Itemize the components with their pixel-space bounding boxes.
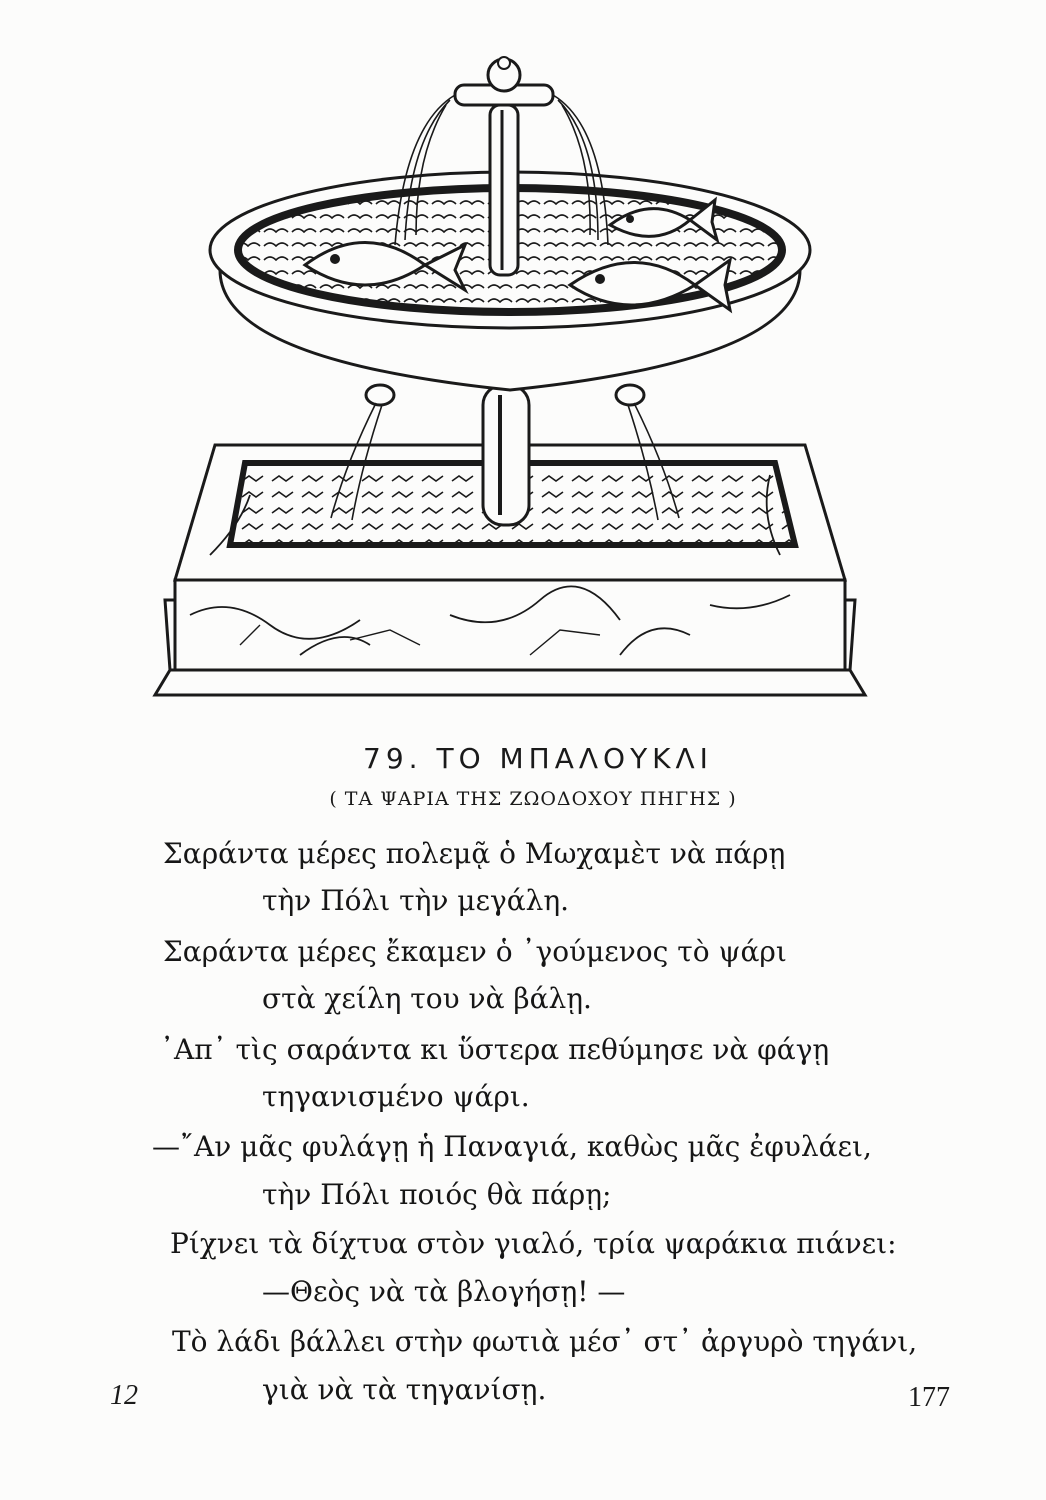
- poem-line: τὴν Πόλι τὴν μεγάλη.: [262, 884, 570, 917]
- poem-line: —῎Αν μᾶς φυλάγῃ ἡ Παναγιά, καθὼς μᾶς ἐφυλάει,: [152, 1130, 872, 1163]
- poem-line: Σαράντα μέρες ἔκαμεν ὁ ᾿γούμενος τὸ ψάρι: [163, 935, 787, 968]
- poem-line: Σαράντα μέρες πολεμᾷ ὁ Μωχαμὲτ νὰ πάρῃ: [163, 837, 786, 870]
- signature-mark: 12: [110, 1380, 138, 1411]
- page-number: 177: [908, 1382, 950, 1413]
- poem-title: 79. ΤΟ ΜΠΑΛΟΥΚΛΙ: [363, 742, 713, 775]
- poem-line: γιὰ νὰ τὰ τηγανίσῃ.: [262, 1373, 547, 1406]
- fountain-pillar: [483, 385, 529, 525]
- poem-line: Τὸ λάδι βάλλει στὴν φωτιὰ μέσ᾿ στ᾿ ἀργυρὸ τηγάνι,: [172, 1325, 918, 1358]
- poem-line: τηγανισμένο ψάρι.: [262, 1080, 530, 1113]
- poem-line: τὴν Πόλι ποιός θὰ πάρῃ;: [262, 1178, 612, 1211]
- poem-line: στὰ χείλη του νὰ βάλῃ.: [262, 982, 592, 1015]
- poem-line: —Θεὸς νὰ τὰ βλογήσῃ! —: [262, 1275, 626, 1308]
- fountain-illustration: [150, 55, 870, 715]
- poem-subtitle: ( ΤΑ ΨΑΡΙΑ ΤΗΣ ΖΩΟΔΟΧΟΥ ΠΗΓΗΣ ): [329, 788, 737, 810]
- poem-line: ᾿Απ᾿ τὶς σαράντα κι ὕστερα πεθύμησε νὰ φάγῃ: [160, 1033, 830, 1066]
- poem-line: Ρίχνει τὰ δίχτυα στὸν γιαλό, τρία ψαράκια πιάνει:: [170, 1227, 897, 1260]
